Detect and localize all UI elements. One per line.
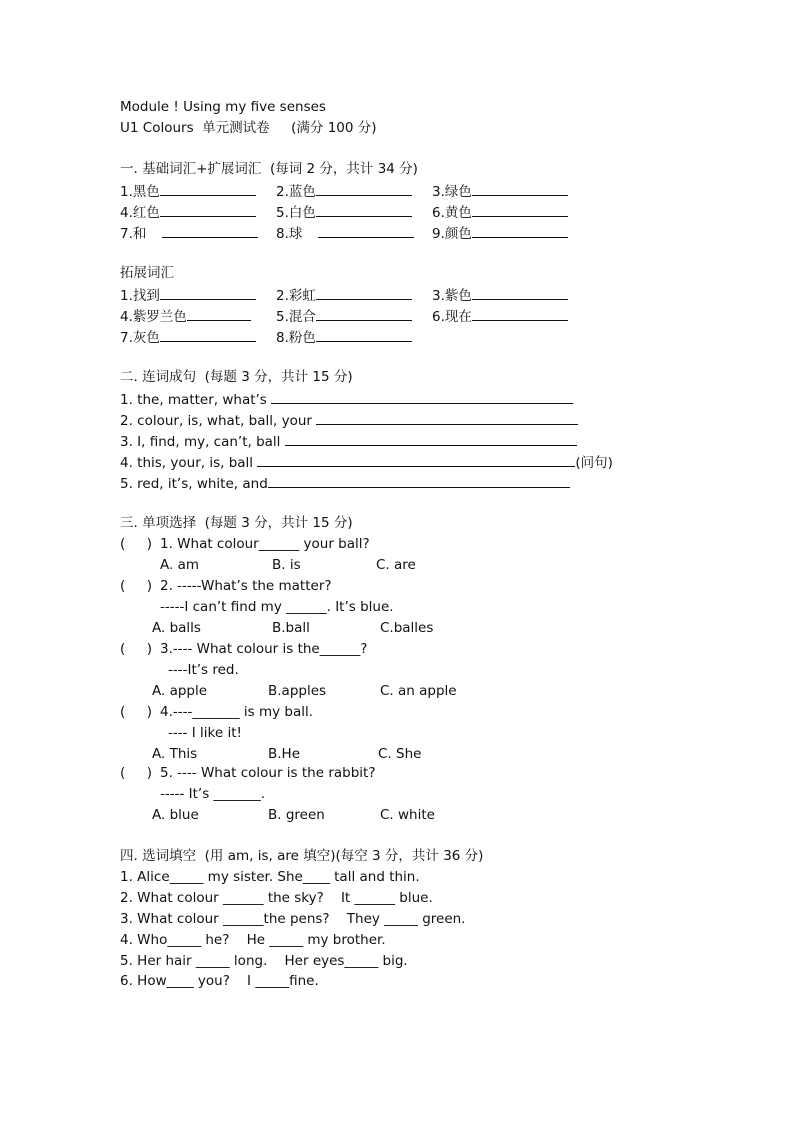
- answer-blank[interactable]: [316, 306, 412, 321]
- answer-blank[interactable]: [257, 452, 575, 467]
- vocab-item: 2.彩虹: [276, 285, 412, 305]
- fill-item: 6. How____ you? I _____fine.: [120, 973, 319, 989]
- section-3-title: 三. 单项选择 (每题 3 分，共计 15 分): [120, 515, 353, 531]
- answer-blank[interactable]: [316, 410, 578, 425]
- answer-blank[interactable]: [187, 306, 251, 321]
- vocab-item: 5.混合: [276, 306, 412, 326]
- option-c: C. white: [380, 807, 435, 823]
- response-text: ----It’s red.: [168, 662, 239, 678]
- extension-title: 拓展词汇: [120, 265, 174, 281]
- response-text: ----- It’s _______.: [160, 786, 266, 802]
- module-title: Module ! Using my five senses: [120, 99, 326, 115]
- option-c: C.balles: [380, 620, 434, 636]
- section-4-title: 四. 选词填空 (用 am, is, are 填空)(每空 3 分，共计 36 分): [120, 848, 484, 864]
- vocab-item: 7.灰色: [120, 327, 256, 347]
- answer-blank[interactable]: [316, 202, 412, 217]
- answer-blank[interactable]: [160, 202, 256, 217]
- answer-blank[interactable]: [472, 181, 568, 196]
- answer-blank[interactable]: [316, 181, 412, 196]
- option-a: A. This: [152, 746, 198, 762]
- option-b: B.He: [268, 746, 301, 762]
- answer-paren[interactable]: ( ): [120, 704, 152, 720]
- fill-item: 3. What colour ______the pens? They _____ green.: [120, 911, 466, 927]
- vocab-item: 8.粉色: [276, 327, 412, 347]
- question-text: 2. -----What’s the matter?: [160, 578, 332, 594]
- answer-paren[interactable]: ( ): [120, 536, 152, 552]
- vocab-item: 3.紫色: [432, 285, 568, 305]
- vocab-item: 1.找到: [120, 285, 256, 305]
- fill-item: 4. Who_____ he? He _____ my brother.: [120, 932, 386, 948]
- answer-blank[interactable]: [160, 285, 256, 300]
- option-c: C. are: [376, 557, 416, 573]
- vocab-item: 1.黑色: [120, 181, 256, 201]
- sentence-item: 4. this, your, is, ball (问句): [120, 452, 613, 472]
- vocab-item: 8.球: [276, 223, 414, 243]
- answer-blank[interactable]: [472, 306, 568, 321]
- option-a: A. apple: [152, 683, 208, 699]
- question-text: 5. ---- What colour is the rabbit?: [160, 765, 376, 781]
- question-note: (问句): [575, 455, 613, 471]
- vocab-item: 4.紫罗兰色: [120, 306, 251, 326]
- question-text: 3.---- What colour is the______?: [160, 641, 368, 657]
- answer-blank[interactable]: [285, 431, 577, 446]
- section-1-title: 一. 基础词汇+扩展词汇 (每词 2 分，共计 34 分): [120, 161, 418, 177]
- answer-blank[interactable]: [316, 327, 412, 342]
- sentence-item: 5. red, it’s, white, and: [120, 473, 570, 493]
- sentence-item: 3. I, find, my, can’t, ball: [120, 431, 577, 451]
- answer-blank[interactable]: [472, 202, 568, 217]
- fill-item: 1. Alice_____ my sister. She____ tall and thin.: [120, 869, 420, 885]
- option-a: A. am: [160, 557, 200, 573]
- unit-title: U1 Colours 单元测试卷 (满分 100 分): [120, 120, 377, 136]
- answer-blank[interactable]: [271, 389, 573, 404]
- answer-blank[interactable]: [318, 223, 414, 238]
- vocab-item: 6.黄色: [432, 202, 568, 222]
- answer-blank[interactable]: [268, 473, 570, 488]
- sentence-item: 1. the, matter, what’s: [120, 389, 573, 409]
- fill-item: 2. What colour ______ the sky? It ______ blue.: [120, 890, 433, 906]
- vocab-item: 6.现在: [432, 306, 568, 326]
- vocab-item: 5.白色: [276, 202, 412, 222]
- vocab-item: 9.颜色: [432, 223, 568, 243]
- option-c: C. an apple: [380, 683, 457, 699]
- sentence-item: 2. colour, is, what, ball, your: [120, 410, 578, 430]
- answer-blank[interactable]: [162, 223, 258, 238]
- question-text: 1. What colour______ your ball?: [160, 536, 370, 552]
- response-text: ---- I like it!: [168, 725, 242, 741]
- vocab-item: 3.绿色: [432, 181, 568, 201]
- answer-paren[interactable]: ( ): [120, 641, 152, 657]
- answer-paren[interactable]: ( ): [120, 578, 152, 594]
- option-b: B.ball: [272, 620, 310, 636]
- response-text: -----I can’t find my ______. It’s blue.: [160, 599, 394, 615]
- option-b: B. green: [268, 807, 325, 823]
- section-2-title: 二. 连词成句 (每题 3 分，共计 15 分): [120, 369, 353, 385]
- answer-blank[interactable]: [160, 181, 256, 196]
- option-b: B. is: [272, 557, 301, 573]
- option-a: A. balls: [152, 620, 201, 636]
- option-a: A. blue: [152, 807, 199, 823]
- option-c: C. She: [378, 746, 422, 762]
- answer-blank[interactable]: [472, 223, 568, 238]
- vocab-item: 2.蓝色: [276, 181, 412, 201]
- fill-item: 5. Her hair _____ long. Her eyes_____ big.: [120, 953, 408, 969]
- answer-blank[interactable]: [160, 327, 256, 342]
- vocab-item: 7.和: [120, 223, 258, 243]
- option-b: B.apples: [268, 683, 327, 699]
- vocab-item: 4.红色: [120, 202, 256, 222]
- answer-paren[interactable]: ( ): [120, 765, 152, 781]
- answer-blank[interactable]: [316, 285, 412, 300]
- question-text: 4.----_______ is my ball.: [160, 704, 314, 720]
- answer-blank[interactable]: [472, 285, 568, 300]
